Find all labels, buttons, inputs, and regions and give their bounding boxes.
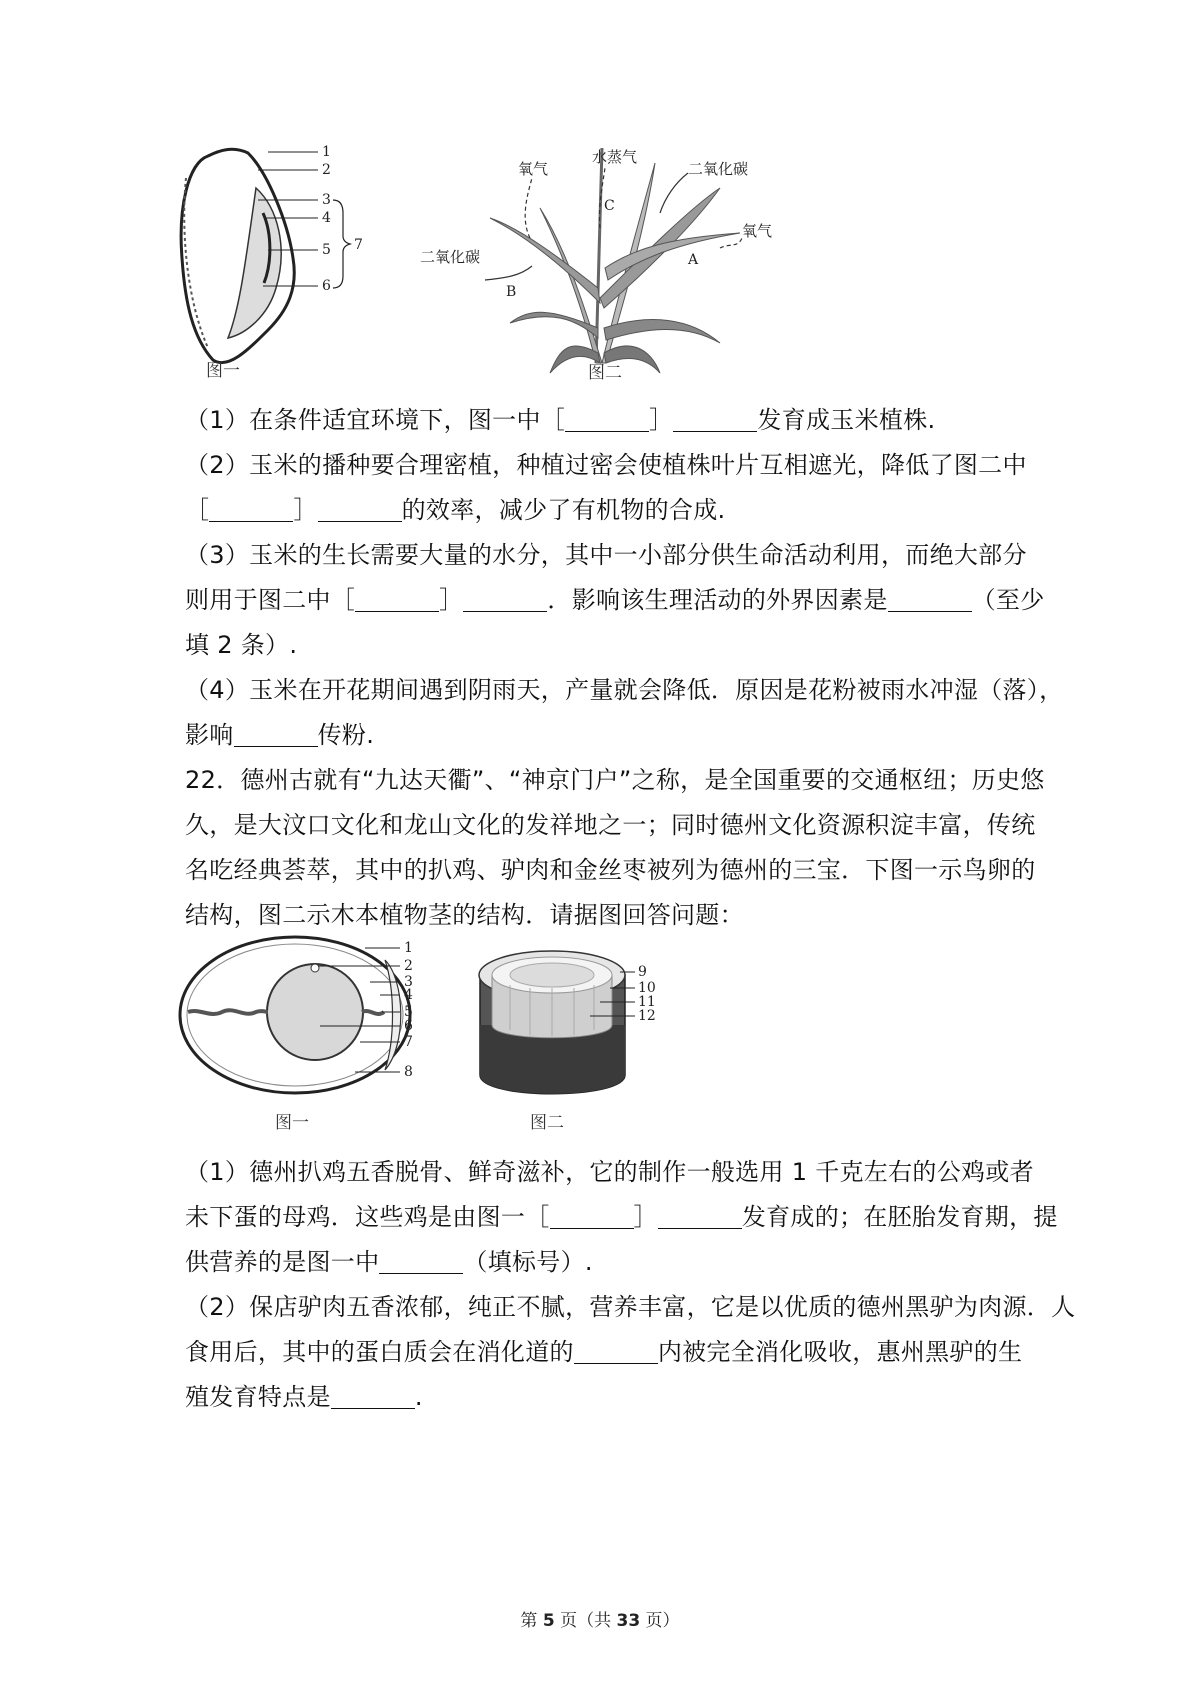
q22-p2-line2: 食用后，其中的蛋白质会在消化道的 内被完全消化吸收，惠州黑驴的生 xyxy=(185,1338,1023,1366)
egg-label-7: 7 xyxy=(404,1034,413,1050)
q21-p2-line2: ［ ］ 的效率，减少了有机物的合成. xyxy=(185,496,726,524)
page-number: 5 xyxy=(542,1611,555,1631)
plant-label-oxygen-right: 氧气 xyxy=(742,222,773,240)
q22-intro-line2: 久，是大汶口文化和龙山文化的发祥地之一；同时德州文化资源积淀丰富，传统 xyxy=(185,811,1036,839)
corn-label-2: 2 xyxy=(322,162,331,178)
q22-p1-line3: 供营养的是图一中 （填标号）. xyxy=(185,1248,593,1276)
plant-label-b: B xyxy=(506,284,517,300)
corn-fig-caption: 图一 xyxy=(206,361,240,381)
q22-block xyxy=(185,1150,1076,1420)
egg-label-2: 2 xyxy=(404,958,413,974)
answer-blank[interactable] xyxy=(574,1339,658,1364)
answer-blank[interactable] xyxy=(318,497,402,522)
answer-blank[interactable] xyxy=(658,1204,742,1229)
answer-blank[interactable] xyxy=(234,722,318,747)
q22-p2-line3: 殖发育特点是 . xyxy=(185,1383,423,1411)
plant-label-a: A xyxy=(688,252,699,268)
plant-label-oxygen-top: 氧气 xyxy=(518,160,549,178)
q21-p3-line2: 则用于图二中［ ］ ．影响该生理活动的外界因素是 （至少 xyxy=(185,586,1045,614)
answer-blank[interactable] xyxy=(550,1204,634,1229)
q21-p1: （1）在条件适宜环境下，图一中［ ］ 发育成玉米植株. xyxy=(185,406,936,434)
q21-p3-line3: 填 2 条）. xyxy=(185,631,298,659)
corn-seed-figure xyxy=(168,138,398,393)
q21-p4-line1: （4）玉米在开花期间遇到阴雨天，产量就会降低．原因是花粉被雨水冲湿（落）， xyxy=(185,676,1064,704)
corn-label-1: 1 xyxy=(322,144,331,160)
answer-blank[interactable] xyxy=(673,407,757,432)
egg-figure xyxy=(170,930,440,1140)
q21-p2-line1: （2）玉米的播种要合理密植，种植过密会使植株叶片互相遮光，降低了图二中 xyxy=(185,451,1027,479)
plant-fig-caption: 图二 xyxy=(588,363,622,383)
stem-label-12: 12 xyxy=(638,1008,656,1024)
corn-label-6: 6 xyxy=(322,278,331,294)
corn-label-4: 4 xyxy=(322,210,331,226)
q22-p2-line1: （2）保店驴肉五香浓郁，纯正不腻，营养丰富，它是以优质的德州黑驴为肉源．人 xyxy=(185,1293,1076,1321)
q22-p1-line1: （1）德州扒鸡五香脱骨、鲜奇滋补，它的制作一般选用 1 千克左右的公鸡或者 xyxy=(185,1158,1034,1186)
corn-label-7: 7 xyxy=(354,237,363,253)
egg-label-8: 8 xyxy=(404,1064,413,1080)
q21-block xyxy=(185,398,1064,938)
q21-p4-line2: 影响 传粉. xyxy=(185,721,375,749)
corn-label-3: 3 xyxy=(322,192,331,208)
corn-plant-figure xyxy=(420,138,820,393)
plant-label-water-vapor: 水蒸气 xyxy=(592,148,638,166)
plant-label-c: C xyxy=(604,198,615,214)
q22-intro-line3: 名吃经典荟萃，其中的扒鸡、驴肉和金丝枣被列为德州的三宝．下图一示鸟卵的 xyxy=(185,856,1036,884)
stem-fig-caption: 图二 xyxy=(530,1113,564,1133)
answer-blank[interactable] xyxy=(888,587,972,612)
page-total: 33 xyxy=(616,1611,641,1631)
stem-label-11: 11 xyxy=(638,994,656,1010)
answer-blank[interactable] xyxy=(565,407,649,432)
plant-label-co2-left: 二氧化碳 xyxy=(420,248,481,266)
egg-label-4: 4 xyxy=(404,987,413,1003)
q22-intro-line1: 22．德州古就有“九达天衢”、“神京门户”之称，是全国重要的交通枢纽；历史悠 xyxy=(185,766,1045,794)
answer-blank[interactable] xyxy=(331,1384,415,1409)
egg-label-5: 5 xyxy=(404,1004,413,1020)
answer-blank[interactable] xyxy=(379,1249,463,1274)
page-footer: 第 5 页（共 33 页） xyxy=(520,1611,680,1631)
stem-label-10: 10 xyxy=(638,980,656,996)
answer-blank[interactable] xyxy=(209,497,293,522)
q22-intro-line4: 结构，图二示木本植物茎的结构．请据图回答问题： xyxy=(185,901,744,929)
stem-figure xyxy=(470,930,690,1140)
egg-label-1: 1 xyxy=(404,940,413,956)
egg-fig-caption: 图一 xyxy=(275,1113,309,1133)
plant-label-co2-right: 二氧化碳 xyxy=(688,160,749,178)
answer-blank[interactable] xyxy=(463,587,547,612)
egg-label-3: 3 xyxy=(404,974,413,990)
q21-p3-line1: （3）玉米的生长需要大量的水分，其中一小部分供生命活动利用，而绝大部分 xyxy=(185,541,1027,569)
q22-p1-line2: 未下蛋的母鸡．这些鸡是由图一［ ］ 发育成的；在胚胎发育期，提 xyxy=(185,1203,1058,1231)
answer-blank[interactable] xyxy=(355,587,439,612)
stem-label-9: 9 xyxy=(638,964,647,980)
egg-label-6: 6 xyxy=(404,1018,413,1034)
corn-label-5: 5 xyxy=(322,242,331,258)
